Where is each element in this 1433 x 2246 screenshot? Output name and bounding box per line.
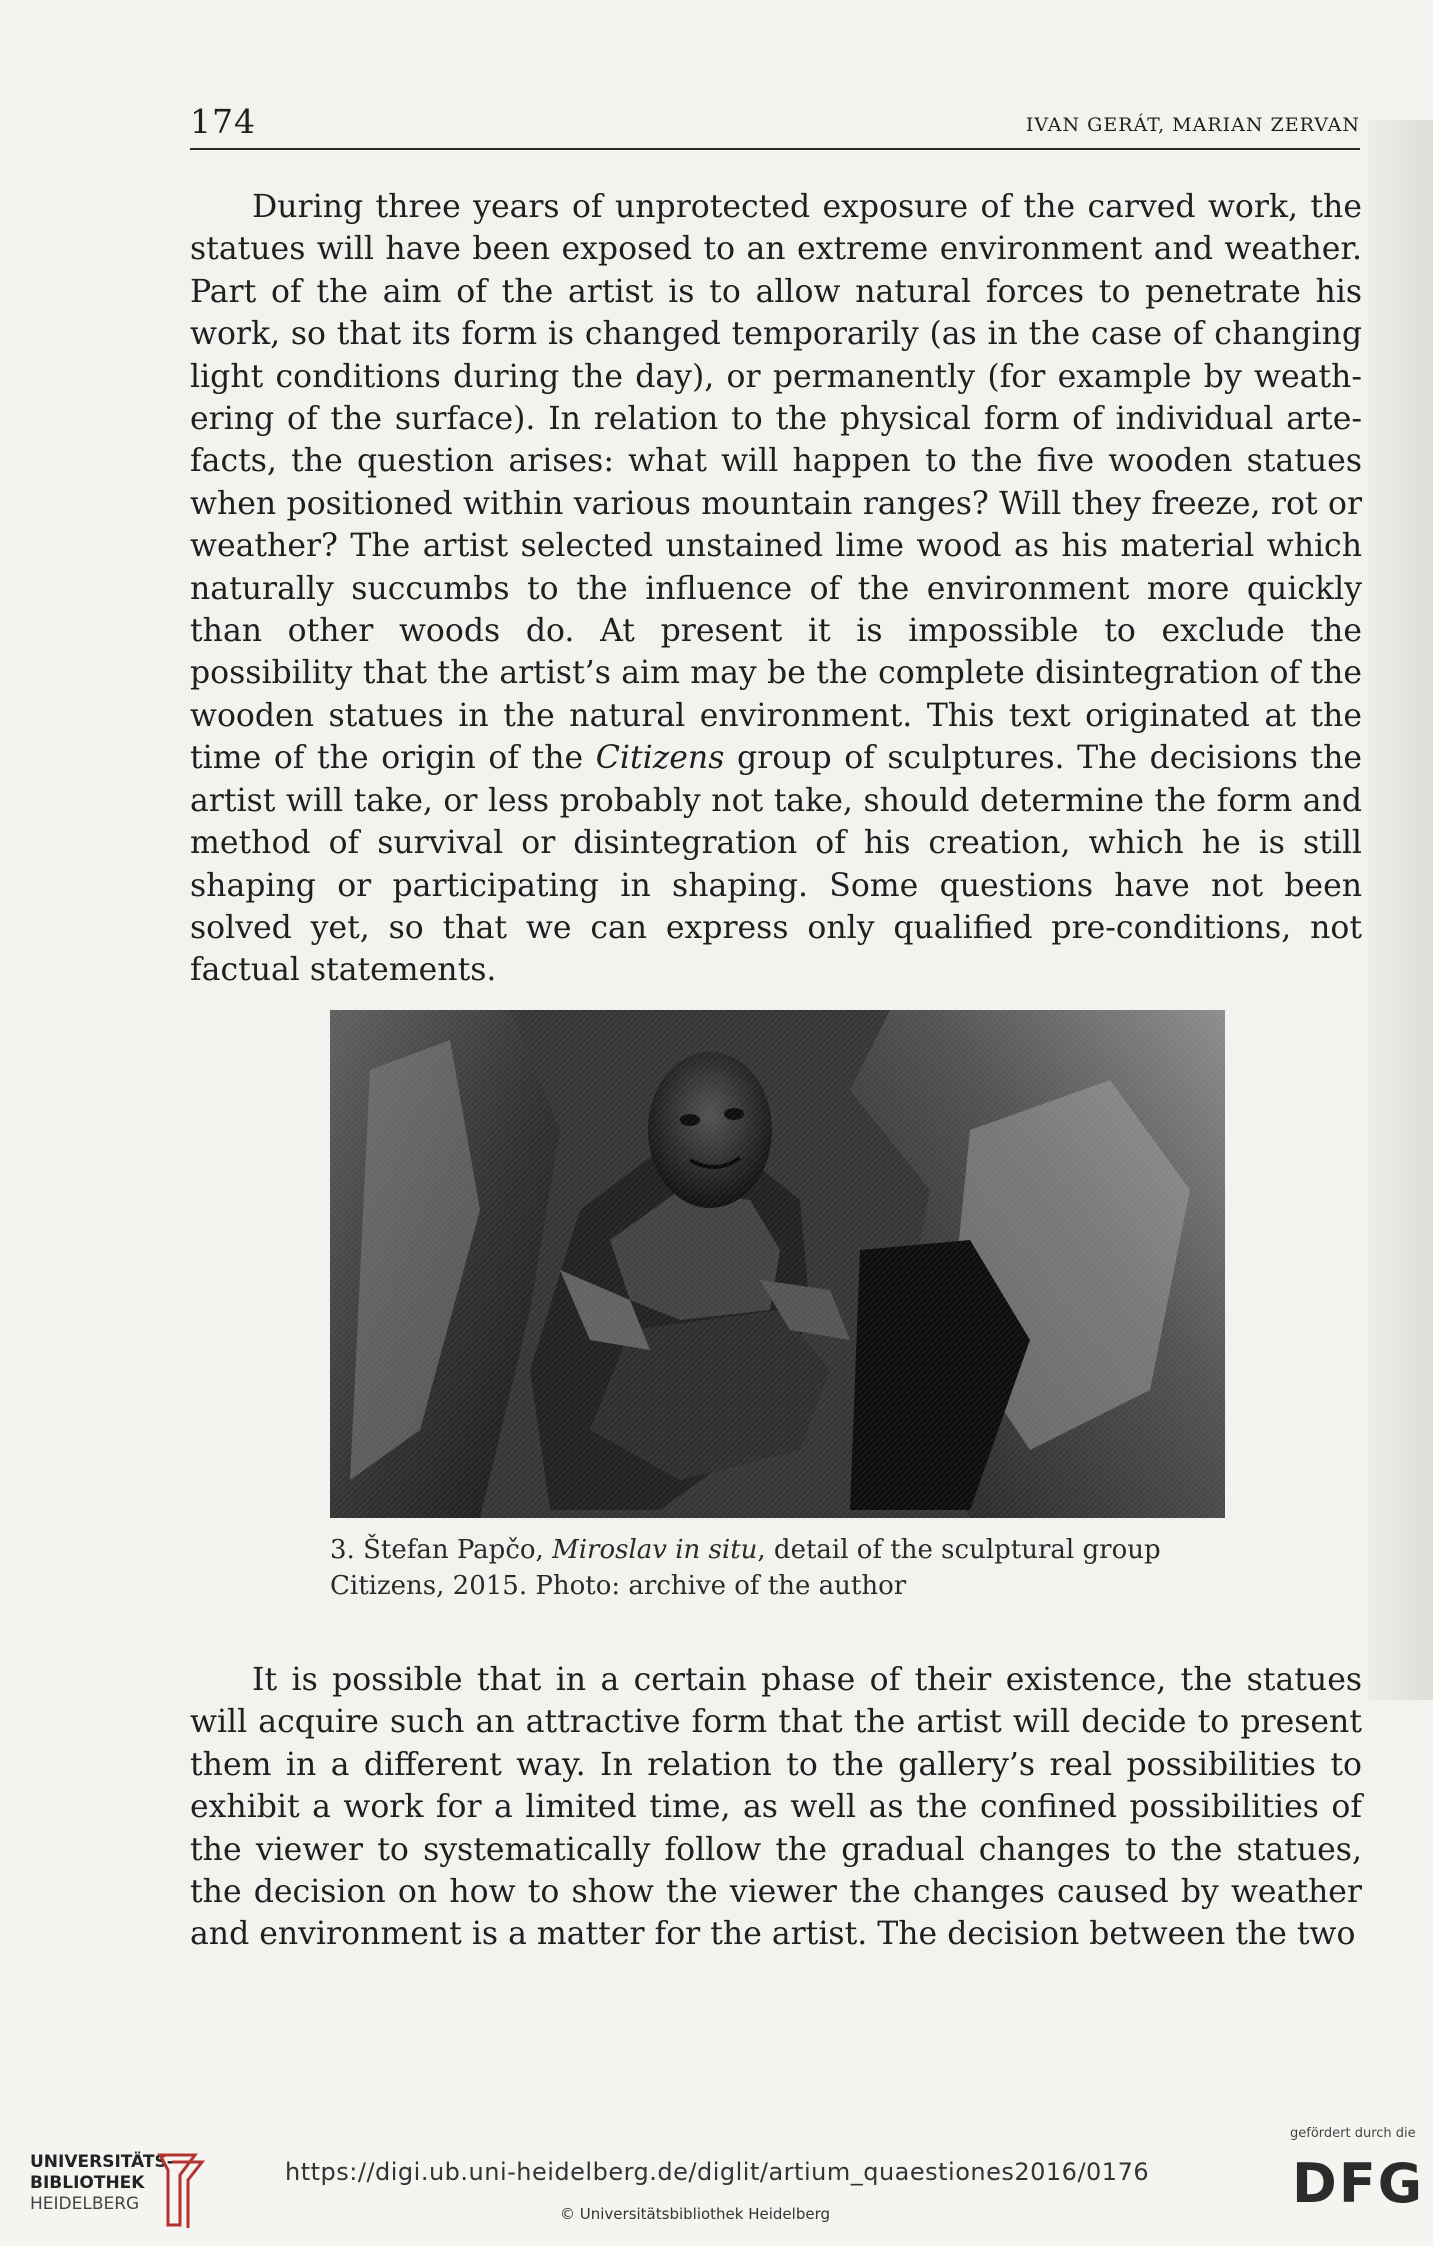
sculpture-photo [330, 1010, 1225, 1518]
library-name-line-1: UNIVERSITÄTS- [30, 2152, 174, 2172]
paragraph-1-italic-title: Citizens [595, 740, 725, 777]
caption-italic-title: Miroslav in situ [552, 1535, 758, 1565]
dfg-logo: DFG [1292, 2152, 1425, 2215]
paragraph-1-text-b: group of sculptures. The decisions the artist will take, or less probably not take, should determine the form and method of survival or disintegration of his creation, which he is still shaping or participating in shaping. Some questions have not been solved yet, so that we can express only qualified pre-conditions, not factual statements. [190, 740, 1362, 989]
permalink-url[interactable]: https://digi.ub.uni-heidelberg.de/diglit/artium_quaestiones2016/0176 [285, 2158, 1150, 2186]
copyright-notice: © Universitätsbibliothek Heidelberg [560, 2205, 831, 2223]
caption-detail: , detail of the sculptural group [757, 1535, 1161, 1565]
library-name-line-3: HEIDELBERG [30, 2194, 140, 2214]
sculpture-photo-graphic [330, 1010, 1225, 1518]
caption-line-1 [330, 1532, 1230, 1568]
running-title: IVAN GERÁT, MARIAN ZERVAN [1025, 114, 1360, 136]
library-name-line-2: BIBLIOTHEK [30, 2173, 145, 2193]
caption-number: 3. Štefan Papčo, [330, 1535, 553, 1565]
paragraph-1-text-a: During three years of unprotected exposure of the carved work, the statues will have been exposed to an extreme environment and weather. Part of the aim of the artist is to allow natural forces to penetrate his work, so that its form is changed temporarily (as in the case of changing light conditions during the day), or permanently (for example by weathering of the surface). In relation to the physical form of individual artefacts, the question arises: what will happen to the five wooden statues when positioned within various mountain ranges? Will they freeze, rot or weather? The artist selected unstained lime wood as his material which naturally succumbs to the influence of the environment more quickly than other woods do. At present it is impossible to exclude the possibility that the artist’s aim may be the complete disintegration of the wooden statues in the natural environment. This text originated at the time of the origin of the [190, 189, 1362, 777]
page-number: 174 [190, 102, 256, 141]
library-mark-icon [150, 2150, 210, 2230]
figure-caption [330, 1532, 1230, 1604]
funding-note: gefördert durch die [1290, 2126, 1416, 2141]
facing-page-bleed [1368, 120, 1433, 1700]
running-head [190, 100, 1360, 150]
body-paragraph-1 [190, 186, 1362, 992]
caption-line-2: Citizens, 2015. Photo: archive of the author [330, 1571, 907, 1601]
body-paragraph-2: It is possible that in a certain phase of their existence, the statues will acquire such an attractive form that the artist will decide to present them in a different way. In relation to the gallery’s real possibilities to exhibit a work for a limited time, as well as the confined possibilities of the viewer to systematically follow the gradual changes to the statues, the decision on how to show the viewer the changes caused by weather and environment is a matter for the artist. The decision between the two [190, 1662, 1362, 1953]
